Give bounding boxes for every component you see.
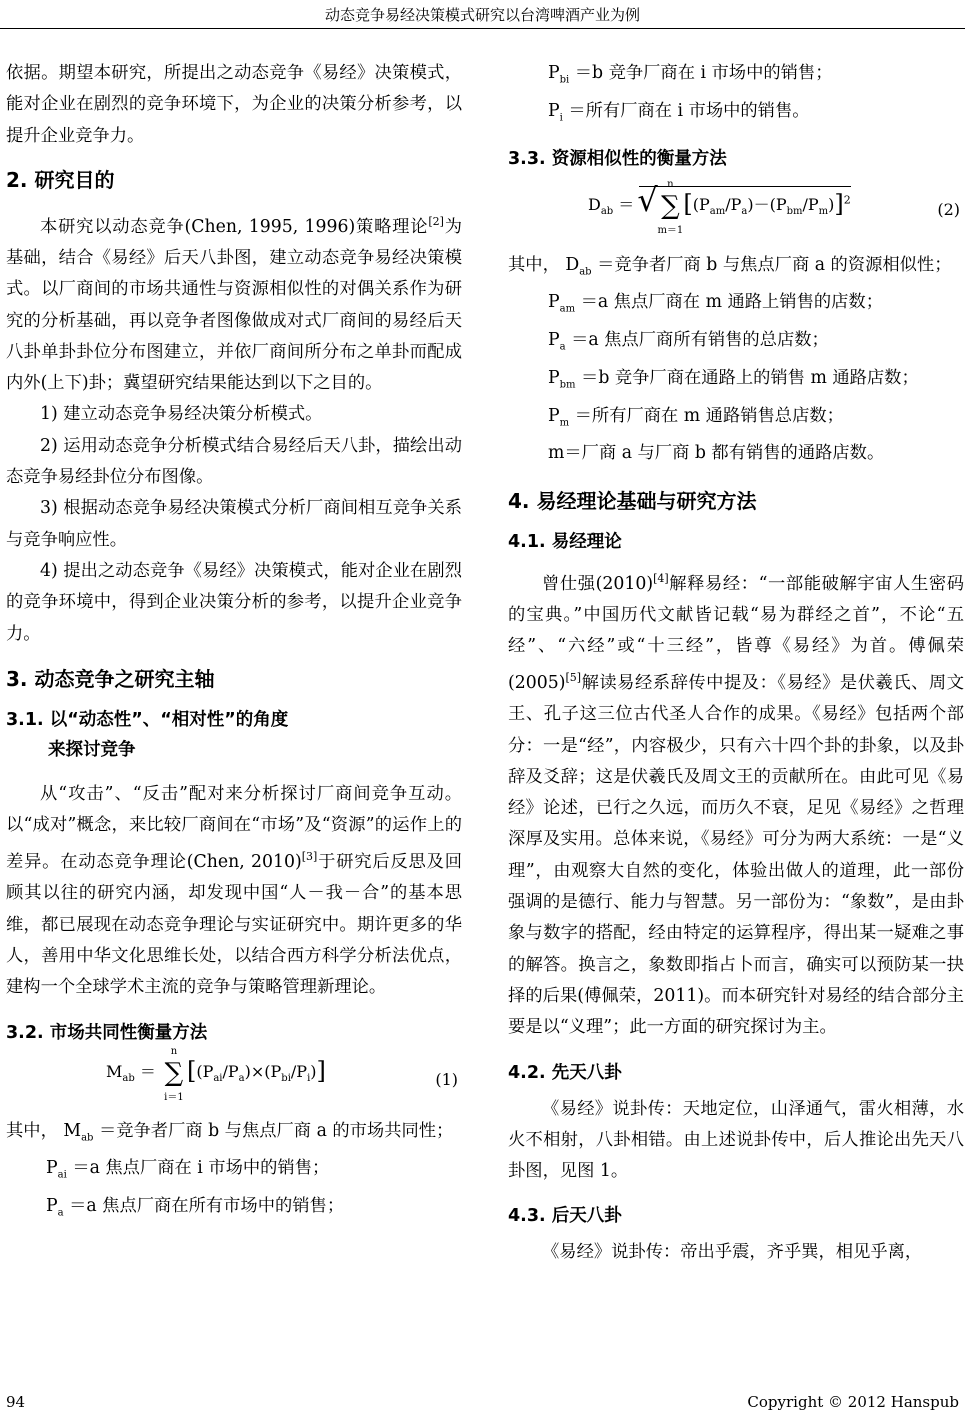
citation-3[interactable]: [3]: [301, 850, 318, 864]
var-m: m＝厂商 a 与厂商 b 都有销售的通路店数。: [548, 443, 885, 464]
objective-4: 4) 提出之动态竞争《易经》决策模式，能对企业在剧烈的竞争环境中，得到企业决策分析的参考，以提升企业竞争力。: [6, 560, 462, 644]
var-pam: $P_{am} =a$ 焦点厂商在 m 通路上销售的店数；: [548, 292, 883, 315]
right-column: [508, 58, 964, 1269]
section-3-2-title: 3.2. 市场共同性衡量方法: [6, 1022, 208, 1043]
section-4-1-paragraph: 曾仕强(2010)[4]解释易经：“一部能破解宇宙人生密码的宝典。”中国历代文献皆记载“易为群经之首”，不论“五经”、“六经”或“十三经”，皆尊《易经》为首。傅佩荣(2005)[5]解读易经系辞传中提及：《易经》是伏羲氏、周文王、孔子这三位古代圣人合作的成果。《易经》包括两个部分：一是“经”，内容极少，只有六十四个卦的卦象，以及卦辞及爻辞；这是伏羲氏及周文王的贡献所在。由此可见《易经》论述，已行之久远，而历久不衰，足见《易经》之哲理深厚及实用。总体来说，《易经》可分为两大系统：一是“义理”，由观察大自然的变化，体验出做人的道理，此一部份强调的是德行、能力与智慧。另一部份为：“象数”，是由卦象与数字的搭配，经由特定的运算程序，得出某一疑难之事的解答。换言之，象数即指占卜而言，确实可以预防某一抉择的后果(傅佩荣，2011)。而本研究针对易经的结合部分主要是以“义理”；此一方面的研究探讨为主。: [508, 571, 964, 1038]
section-4-title: 4. 易经理论基础与研究方法: [508, 488, 757, 513]
section-3-1-paragraph: 从“攻击”、“反击”配对来分析探讨厂商间竞争互动。以“成对”概念，来比较厂商间在“市场”及“资源”的运作上的差异。在动态竞争理论(Chen, 2010)[3]于研究后反思及回顾其以往的研究内涵，却发现中国“人－我－合”的基本思维，都已展现在动态竞争理论与实证研究中。期许更多的华人，善用中华文化思维长处，以结合西方科学分析法优点，建构一个全球学术主流的竞争与策略管理新理论。: [6, 783, 462, 998]
equation-2-definition: 其中， $D_{ab}$ ＝竞争者厂商 b 与焦点厂商 a 的资源相似性；: [508, 254, 952, 277]
citation-2[interactable]: [2]: [428, 214, 444, 228]
section-4-3-title: 4.3. 后天八卦: [508, 1206, 622, 1227]
var-pa: $P_a =a$ 焦点厂商在所有市场中的销售；: [46, 1196, 345, 1219]
section-3-1-title: 3.1. 以“动态性”、“相对性”的角度 来探讨竞争: [6, 709, 289, 760]
var-pi: $P_i$ ＝所有厂商在 i 市场中的销售。: [548, 100, 810, 124]
var-pbi: $P_{bi} =b$ 竞争厂商在 i 市场中的销售；: [548, 63, 833, 86]
intro-paragraph: 依据。期望本研究，所提出之动态竞争《易经》决策模式，能对企业在剧烈的竞争环境下，为企业的决策分析参考，以提升企业竞争力。: [6, 63, 462, 146]
equation-2: $D_{ab}$ ＝ √ n ∑ m＝1 $[(P_{am}/P_a)-(P_{bm}/P_m)]^2$ (2): [508, 180, 964, 246]
section-2-paragraph: 本研究以动态竞争(Chen, 1995, 1996)策略理论[2]为基础，结合《易经》后天八卦图，建立动态竞争易经决策模式。以厂商间的市场共通性与资源相似性的对偶关系作为研究的分析基础，再以竞争者图像做成对式厂商间的易经后天八卦单卦卦位分布图建立，并依厂商间所分布之单卦而配成内外(上下)卦；冀望研究结果能达到以下之目的。: [6, 214, 462, 394]
equation-2-number: (2): [937, 199, 960, 219]
objective-3: 3) 根据动态竞争易经决策模式分析厂商间相互竞争关系与竞争响应性。: [6, 498, 462, 550]
page-number: 94: [6, 1393, 26, 1411]
section-4-1-title: 4.1. 易经理论: [508, 531, 622, 552]
section-3-3-title: 3.3. 资源相似性的衡量方法: [508, 148, 727, 169]
section-2-title: 2. 研究目的: [6, 167, 115, 192]
var-pbm: $P_{bm} =b$ 竞争厂商在通路上的销售 m 通路店数；: [548, 367, 919, 391]
equation-1-definition: 其中， $M_{ab}$ ＝竞争者厂商 b 与焦点厂商 a 的市场共同性；: [6, 1120, 454, 1144]
section-4-3-paragraph: 《易经》说卦传：帝出乎震，齐乎巽，相见乎离，: [542, 1242, 923, 1263]
section-3-title: 3. 动态竞争之研究主轴: [6, 666, 215, 691]
equation-1-number: (1): [435, 1069, 458, 1089]
citation-4[interactable]: [4]: [653, 571, 669, 585]
left-column: [6, 58, 462, 1229]
equation-1: $M_{ab}$ ＝ n ∑ i＝1 $[(P_{ai}/P_a)\times(P_{bi}/P_i)]$ (1): [106, 1045, 458, 1103]
running-header: 动态竞争易经决策模式研究以台湾啤酒产业为例: [324, 6, 640, 24]
section-4-2-title: 4.2. 先天八卦: [508, 1062, 622, 1083]
citation-5[interactable]: [5]: [565, 671, 582, 685]
copyright-notice: Copyright © 2012 Hanspub: [747, 1393, 959, 1411]
objective-1: 1) 建立动态竞争易经决策分析模式。: [40, 404, 323, 425]
var-pm: $P_m$ ＝所有厂商在 m 通路销售总店数；: [548, 405, 844, 428]
var-pa-total: $P_a =a$ 焦点厂商所有销售的总店数；: [548, 330, 829, 353]
objective-2: 2) 运用动态竞争分析模式结合易经后天八卦，描绘出动态竞争易经卦位分布图像。: [6, 435, 462, 488]
var-pai: $P_{ai} =a$ 焦点厂商在 i 市场中的销售；: [46, 1158, 330, 1181]
header-rule: [0, 28, 965, 29]
section-4-2-paragraph: 《易经》说卦传：天地定位，山泽通气，雷火相薄，水火不相射，八卦相错。由上述说卦传中，后人推论出先天八卦图，见图 1。: [508, 1098, 964, 1182]
